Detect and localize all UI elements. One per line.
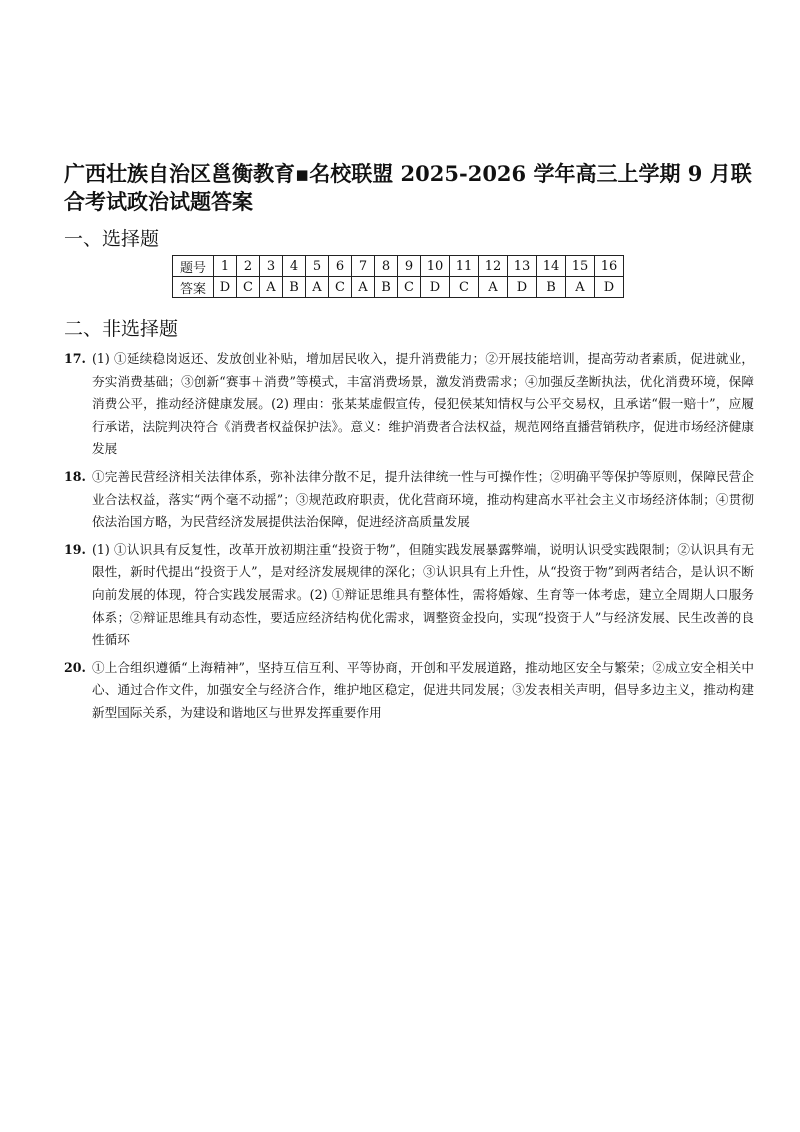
answer-cell: C xyxy=(398,277,421,298)
question-number-cell: 2 xyxy=(237,256,260,277)
answer-cell: A xyxy=(306,277,329,298)
question-number-cell: 10 xyxy=(421,256,450,277)
answer-cell: A xyxy=(479,277,508,298)
row-header-answer: 答案 xyxy=(173,277,214,298)
question-number-cell: 13 xyxy=(508,256,537,277)
document-title: 广西壮族自治区邕衡教育▪名校联盟 2025-2026 学年高三上学期 9 月联合考试政治试题答案 xyxy=(64,161,752,214)
question-number-cell: 9 xyxy=(398,256,421,277)
answer-cell: C xyxy=(237,277,260,298)
question-17 xyxy=(64,348,754,461)
question-number-cell: 16 xyxy=(595,256,624,277)
answer-cell: A xyxy=(566,277,595,298)
answer-cell: B xyxy=(283,277,306,298)
question-answer-text: ①完善民营经济相关法律体系，弥补法律分散不足，提升法律统一性与可操作性；②明确平等保护等原则，保障民营企业合法权益，落实“两个毫不动摇”；③规范政府职责，优化营商环境，推动构建高水平社会主义市场经济体制；④贯彻依法治国方略，为民营经济发展提供法治保障，促进经济高质量发展 xyxy=(92,468,754,530)
question-number-cell: 3 xyxy=(260,256,283,277)
question-number-cell: 8 xyxy=(375,256,398,277)
question-18 xyxy=(64,466,754,534)
question-number-cell: 12 xyxy=(479,256,508,277)
answer-table-row-answers xyxy=(173,277,624,298)
answer-cell: D xyxy=(508,277,537,298)
row-header-question-number: 题号 xyxy=(173,256,214,277)
question-20 xyxy=(64,657,754,725)
question-answer-text: (1) ①认识具有反复性，改革开放初期注重“投资于物”，但随实践发展暴露弊端，说明认识受实践限制；②认识具有无限性，新时代提出“投资于人”，是对经济发展规律的深化；③认识具有上升性，从“投资于物”到两者结合，是认识不断向前发展的体现，符合实践发展需求。(2) ①辩证思维具有整体性，需将婚嫁、生育等一体考虑，建立全周期人口服务体系；②辩证思维具有动态性，要适应经济结构优化需求，调整资金投向，实现“投资于人”与经济发展、民生改善的良性循环 xyxy=(92,541,754,648)
answer-table-row-numbers xyxy=(173,256,624,277)
question-number-cell: 7 xyxy=(352,256,375,277)
answer-table xyxy=(172,255,624,298)
question-number-cell: 1 xyxy=(214,256,237,277)
question-list xyxy=(64,348,754,730)
question-number-cell: 11 xyxy=(450,256,479,277)
answer-cell: C xyxy=(450,277,479,298)
question-number-cell: 4 xyxy=(283,256,306,277)
question-number: 17. xyxy=(64,351,86,366)
question-number: 19. xyxy=(64,541,86,557)
question-number: 20. xyxy=(64,659,86,675)
answer-cell: A xyxy=(352,277,375,298)
question-number: 18. xyxy=(64,468,86,484)
answer-cell: D xyxy=(421,277,450,298)
section-heading-non-multiple-choice: 二、非选择题 xyxy=(64,318,179,340)
answer-cell: A xyxy=(260,277,283,298)
answer-cell: B xyxy=(537,277,566,298)
question-number-cell: 6 xyxy=(329,256,352,277)
answer-cell: D xyxy=(214,277,237,298)
question-answer-text: ①上合组织遵循“上海精神”，坚持互信互利、平等协商，开创和平发展道路，推动地区安全与繁荣；②成立安全相关中心、通过合作文件，加强安全与经济合作，维护地区稳定，促进共同发展；③发表相关声明，倡导多边主义，推动构建新型国际关系，为建设和谐地区与世界发挥重要作用 xyxy=(92,659,754,720)
question-number-cell: 15 xyxy=(566,256,595,277)
answer-cell: C xyxy=(329,277,352,298)
question-19 xyxy=(64,539,754,652)
question-number-cell: 5 xyxy=(306,256,329,277)
answer-cell: B xyxy=(375,277,398,298)
question-number-cell: 14 xyxy=(537,256,566,277)
section-heading-multiple-choice: 一、选择题 xyxy=(64,228,160,250)
question-answer-text: (1) ①延续稳岗返还、发放创业补贴，增加居民收入，提升消费能力；②开展技能培训，提高劳动者素质，促进就业，夯实消费基础；③创新“赛事＋消费”等模式，丰富消费场景，激发消费需求；④加强反垄断执法，优化消费环境，保障消费公平，推动经济健康发展。(2) 理由：张某某虚假宣传，侵犯侯某知情权与公平交易权，且承诺“假一赔十”，应履行承诺，法院判决符合《消费者权益保护法》。意义：维护消费者合法权益，规范网络直播营销秩序，促进市场经济健康发展 xyxy=(92,351,754,457)
answer-cell: D xyxy=(595,277,624,298)
